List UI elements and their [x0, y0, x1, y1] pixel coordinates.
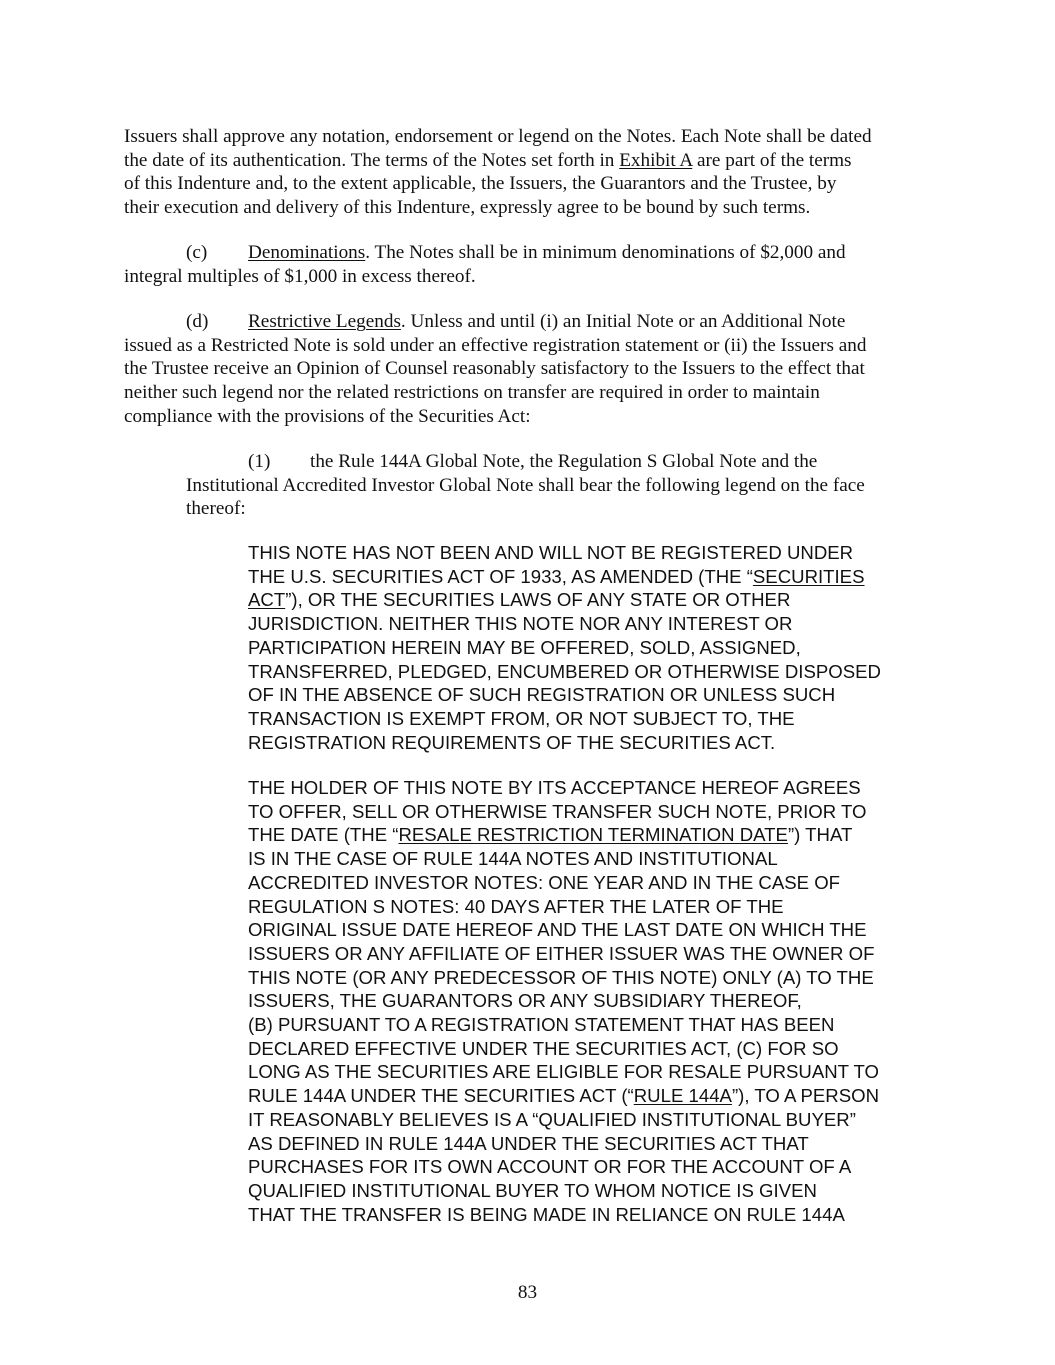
text-line: the Trustee receive an Opinion of Counsel reasonably satisfactory to the Issuers to the effect that — [124, 358, 865, 380]
text-line: TRANSFERRED, PLEDGED, ENCUMBERED OR OTHERWISE DISPOSED — [248, 660, 881, 682]
text-line — [248, 823, 879, 847]
text-segment: are part of the terms — [692, 149, 852, 171]
section-heading: Denominations — [248, 242, 366, 263]
text-line: REGULATION S NOTES: 40 DAYS AFTER THE LATER OF THE — [248, 895, 784, 917]
text-line: AS DEFINED IN RULE 144A UNDER THE SECURITIES ACT THAT — [248, 1132, 809, 1154]
text-segment: . Unless and until (i) an Initial Note or an Additional Note — [400, 311, 846, 332]
exhibit-a-reference: Exhibit A — [619, 149, 693, 171]
text-line: DECLARED EFFECTIVE UNDER THE SECURITIES ACT, (C) FOR SO — [248, 1037, 839, 1059]
text-line: TO OFFER, SELL OR OTHERWISE TRANSFER SUCH NOTE, PRIOR TO — [248, 800, 867, 822]
text-segment: ”), OR THE SECURITIES LAWS OF ANY STATE OR OTHER — [285, 589, 791, 611]
text-line — [248, 588, 881, 612]
text-line: PURCHASES FOR ITS OWN ACCOUNT OR FOR THE ACCOUNT OF A — [248, 1156, 852, 1178]
defined-term: SECURITIES — [752, 565, 865, 587]
item-1-global-notes — [186, 450, 865, 521]
text-line: neither such legend nor the related restrictions on transfer are required in order to maintain — [124, 382, 820, 404]
text-line — [124, 149, 872, 173]
text-line: IS IN THE CASE OF RULE 144A NOTES AND INSTITUTIONAL — [248, 848, 778, 870]
text-line: TRANSACTION IS EXEMPT FROM, OR NOT SUBJECT TO, THE — [248, 707, 795, 729]
text-line: issued as a Restricted Note is sold under an effective registration statement or (ii) the Issuers and — [124, 334, 867, 356]
text-line: (B) PURSUANT TO A REGISTRATION STATEMENT THAT HAS BEEN — [248, 1014, 835, 1036]
defined-term: RULE 144A — [633, 1085, 732, 1107]
text-line — [186, 450, 865, 474]
text-line: THE HOLDER OF THIS NOTE BY ITS ACCEPTANCE HEREOF AGREES — [248, 777, 861, 798]
text-line: THIS NOTE (OR ANY PREDECESSOR OF THIS NOTE) ONLY (A) TO THE — [248, 966, 874, 988]
text-segment: ”) THAT — [787, 824, 853, 846]
text-line: of this Indenture and, to the extent applicable, the Issuers, the Guarantors and the Trustee, by — [124, 173, 837, 195]
text-line: LONG AS THE SECURITIES ARE ELIGIBLE FOR RESALE PURSUANT TO — [248, 1061, 879, 1083]
text-line: their execution and delivery of this Indenture, expressly agree to be bound by such terms. — [124, 197, 811, 219]
defined-term: ACT — [248, 589, 286, 611]
text-line: THIS NOTE HAS NOT BEEN AND WILL NOT BE REGISTERED UNDER — [248, 542, 854, 563]
section-d-restrictive-legends — [124, 310, 866, 429]
text-segment: ”), TO A PERSON — [731, 1085, 880, 1107]
defined-term: RESALE RESTRICTION TERMINATION DATE — [398, 824, 788, 846]
text-segment: the Rule 144A Global Note, the Regulation S Global Note and the — [310, 451, 818, 472]
text-line: integral multiples of $1,000 in excess thereof. — [124, 265, 476, 287]
text-line: thereof: — [186, 498, 246, 520]
text-line: QUALIFIED INSTITUTIONAL BUYER TO WHOM NOTICE IS GIVEN — [248, 1179, 817, 1201]
text-line: Institutional Accredited Investor Global Note shall bear the following legend on the face — [186, 474, 865, 496]
section-c-denominations — [124, 241, 846, 288]
text-line: ACCREDITED INVESTOR NOTES: ONE YEAR AND IN THE CASE OF — [248, 871, 841, 893]
text-segment: THE DATE (THE “ — [248, 824, 399, 846]
text-line: JURISDICTION. NEITHER THIS NOTE NOR ANY INTEREST OR — [248, 613, 793, 635]
text-line — [124, 310, 866, 334]
section-number: (d) — [186, 311, 209, 332]
legend-resale-restriction — [248, 776, 879, 1226]
text-segment: the date of its authentication. The terms of the Notes set forth in — [124, 149, 620, 171]
text-line: PARTICIPATION HEREIN MAY BE OFFERED, SOLD, ASSIGNED, — [248, 636, 801, 658]
text-line: ISSUERS OR ANY AFFILIATE OF EITHER ISSUER WAS THE OWNER OF — [248, 942, 875, 964]
legend-securities-act — [248, 541, 881, 754]
text-line: compliance with the provisions of the Securities Act: — [124, 405, 531, 427]
paragraph-notes-terms — [124, 125, 872, 220]
text-line: ORIGINAL ISSUE DATE HEREOF AND THE LAST DATE ON WHICH THE — [248, 919, 867, 941]
section-number: (c) — [186, 242, 208, 263]
section-heading: Restrictive Legends — [248, 311, 401, 332]
page-number: 83 — [517, 1282, 538, 1303]
text-line: OF IN THE ABSENCE OF SUCH REGISTRATION OR UNLESS SUCH — [248, 684, 836, 706]
item-number: (1) — [248, 451, 271, 472]
text-line: ISSUERS, THE GUARANTORS OR ANY SUBSIDIARY THEREOF, — [248, 990, 802, 1012]
text-line — [124, 241, 846, 265]
text-segment: . The Notes shall be in minimum denominations of $2,000 and — [365, 242, 846, 263]
text-segment: RULE 144A UNDER THE SECURITIES ACT (“ — [248, 1085, 634, 1107]
text-line: Issuers shall approve any notation, endorsement or legend on the Notes. Each Note shall be dated — [124, 126, 872, 147]
text-line — [248, 1084, 879, 1108]
text-segment: THE U.S. SECURITIES ACT OF 1933, AS AMENDED (THE “ — [248, 565, 753, 587]
text-line: REGISTRATION REQUIREMENTS OF THE SECURITIES ACT. — [248, 731, 776, 753]
text-line — [248, 565, 881, 589]
text-line: IT REASONABLY BELIEVES IS A “QUALIFIED INSTITUTIONAL BUYER” — [248, 1108, 856, 1130]
text-line: THAT THE TRANSFER IS BEING MADE IN RELIANCE ON RULE 144A — [248, 1203, 845, 1225]
